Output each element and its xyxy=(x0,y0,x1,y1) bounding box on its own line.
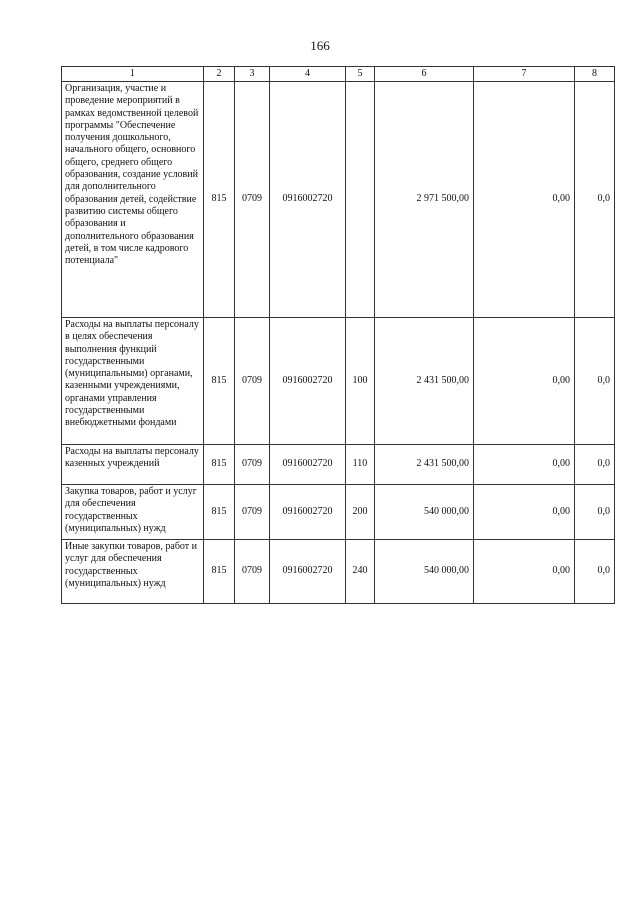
table-row xyxy=(62,540,615,604)
cell-col-6: 540 000,00 xyxy=(375,540,474,604)
cell-col-4: 0916002720 xyxy=(270,485,346,540)
cell-col-5: 110 xyxy=(346,445,375,485)
header-col-6: 6 xyxy=(375,67,474,82)
table-row xyxy=(62,445,615,485)
header-col-5: 5 xyxy=(346,67,375,82)
row-name: Расходы на выплаты персоналу в целях обеспечения выполнения функций государственными (муниципальными) органами, казенными учреждениями, органами управления государственными внебюджетными фондами xyxy=(62,318,204,445)
cell-col-7: 0,00 xyxy=(474,485,575,540)
cell-col-2: 815 xyxy=(204,445,235,485)
cell-col-7: 0,00 xyxy=(474,540,575,604)
cell-col-5 xyxy=(346,82,375,318)
cell-col-3: 0709 xyxy=(235,485,270,540)
table-row xyxy=(62,318,615,445)
cell-col-7: 0,00 xyxy=(474,445,575,485)
cell-col-3: 0709 xyxy=(235,318,270,445)
cell-col-6: 2 431 500,00 xyxy=(375,318,474,445)
cell-col-2: 815 xyxy=(204,485,235,540)
row-name: Расходы на выплаты персоналу казенных учреждений xyxy=(62,445,204,485)
budget-table xyxy=(61,66,615,604)
row-name: Организация, участие и проведение мероприятий в рамках ведомственной целевой программы "Обеспечение получения дошкольного, начального общего, основного общего, среднего общего образования, создание условий для дополнительного образования детей, содействие развитию системы общего образования и дополнительного образования детей, в том числе кадрового потенциала" xyxy=(62,82,204,318)
cell-col-8: 0,0 xyxy=(575,82,615,318)
cell-col-4: 0916002720 xyxy=(270,318,346,445)
cell-col-4: 0916002720 xyxy=(270,540,346,604)
cell-col-2: 815 xyxy=(204,540,235,604)
cell-col-5: 200 xyxy=(346,485,375,540)
cell-col-6: 2 971 500,00 xyxy=(375,82,474,318)
cell-col-3: 0709 xyxy=(235,445,270,485)
row-name: Иные закупки товаров, работ и услуг для обеспечения государственных (муниципальных) нужд xyxy=(62,540,204,604)
cell-col-8: 0,0 xyxy=(575,318,615,445)
cell-col-5: 240 xyxy=(346,540,375,604)
cell-col-8: 0,0 xyxy=(575,445,615,485)
cell-col-4: 0916002720 xyxy=(270,445,346,485)
cell-col-3: 0709 xyxy=(235,540,270,604)
header-col-4: 4 xyxy=(270,67,346,82)
cell-col-7: 0,00 xyxy=(474,82,575,318)
cell-col-2: 815 xyxy=(204,318,235,445)
cell-col-8: 0,0 xyxy=(575,485,615,540)
cell-col-2: 815 xyxy=(204,82,235,318)
header-col-1: 1 xyxy=(62,67,204,82)
page-number: 166 xyxy=(310,38,330,53)
header-col-2: 2 xyxy=(204,67,235,82)
table-row xyxy=(62,82,615,318)
cell-col-6: 540 000,00 xyxy=(375,485,474,540)
cell-col-7: 0,00 xyxy=(474,318,575,445)
cell-col-4: 0916002720 xyxy=(270,82,346,318)
header-col-7: 7 xyxy=(474,67,575,82)
header-col-3: 3 xyxy=(235,67,270,82)
header-row xyxy=(62,67,615,82)
header-col-8: 8 xyxy=(575,67,615,82)
cell-col-8: 0,0 xyxy=(575,540,615,604)
cell-col-3: 0709 xyxy=(235,82,270,318)
row-name: Закупка товаров, работ и услуг для обеспечения государственных (муниципальных) нужд xyxy=(62,485,204,540)
cell-col-6: 2 431 500,00 xyxy=(375,445,474,485)
cell-col-5: 100 xyxy=(346,318,375,445)
table-row xyxy=(62,485,615,540)
